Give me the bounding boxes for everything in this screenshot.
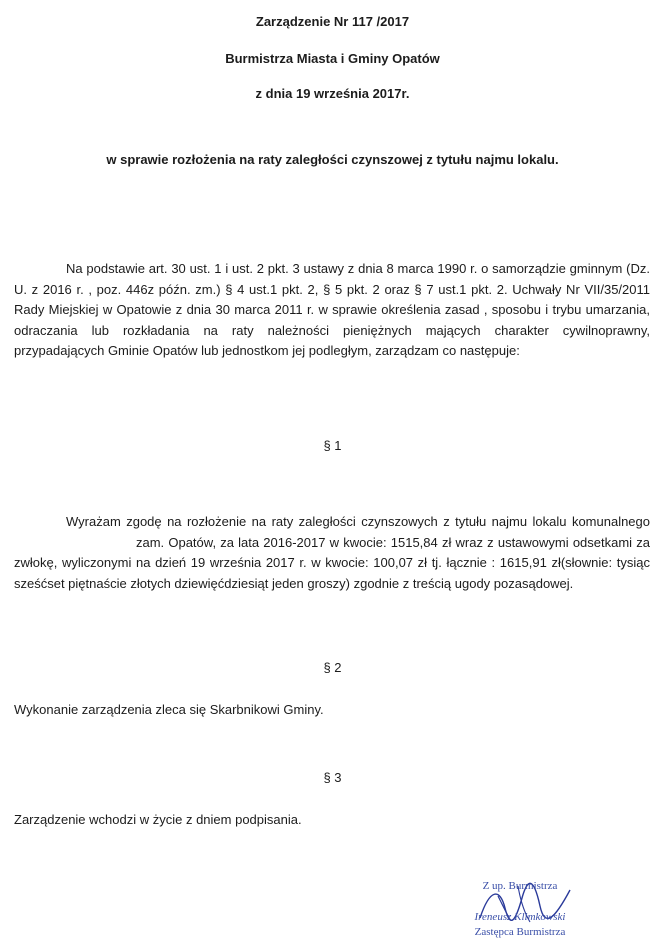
issuing-authority: Burmistrza Miasta i Gminy Opatów (225, 51, 440, 66)
section-1-text-part1: Wyrażam zgodę na rozłożenie na raty zaległości czynszowych z tytułu najmu lokalu komunalnego (66, 514, 650, 529)
signature-name: Ireneusz Klimkowski (474, 911, 566, 923)
section-1-heading: § 1 (323, 438, 342, 453)
section-1-text-part2: zam. Opatów, za lata 2016-2017 w kwocie: 1515,84 zł wraz z ustawowymi odsetkami za zwłokę, wyliczonymi na dzień 19 września 2017 r. w kwocie: 100,07 zł tj. łącznie : 1615,91 zł(słownie: tysiąc sześćset piętnaście złotych dziewięćdziesiąt jeden groszy) zgodnie z treścią ugody pozasądowej. (14, 534, 650, 591)
section-2-heading: § 2 (323, 660, 342, 675)
section-1-text (14, 512, 650, 594)
document-subject: w sprawie rozłożenia na raty zaległości czynszowej z tytułu najmu lokalu. (106, 152, 559, 167)
ordinance-number: Zarządzenie Nr 117 /2017 (255, 14, 410, 29)
signature-title: Zastępca Burmistrza (474, 926, 566, 938)
section-3-text: Zarządzenie wchodzi w życie z dniem podpisania. (14, 812, 302, 827)
section-2-text: Wykonanie zarządzenia zleca się Skarbnikowi Gminy. (14, 702, 324, 717)
section-3-heading: § 3 (323, 770, 342, 785)
issue-date: z dnia 19 września 2017r. (255, 86, 410, 101)
legal-basis-paragraph: Na podstawie art. 30 ust. 1 i ust. 2 pkt. 3 ustawy z dnia 8 marca 1990 r. o samorządzie gminnym (Dz. U. z 2016 r. , poz. 446z późn. zm.) § 4 ust.1 pkt. 2, § 5 pkt. 2 oraz § 7 ust.1 pkt. 2. Uchwały Nr VII/35/2011 Rady Miejskiej w Opatowie z dnia 30 marca 2011 r. w sprawie określenia zasad , sposobu i trybu umarzania, odraczania lub rozkładania na raty należności pieniężnych mających charakter cywilnoprawny, przypadających Gminie Opatów lub jednostkom jej podległym, zarządzam co następuje: (14, 261, 650, 358)
signature-stamp (440, 878, 600, 946)
signature-authorization: Z up. Burmistrza (482, 880, 558, 892)
